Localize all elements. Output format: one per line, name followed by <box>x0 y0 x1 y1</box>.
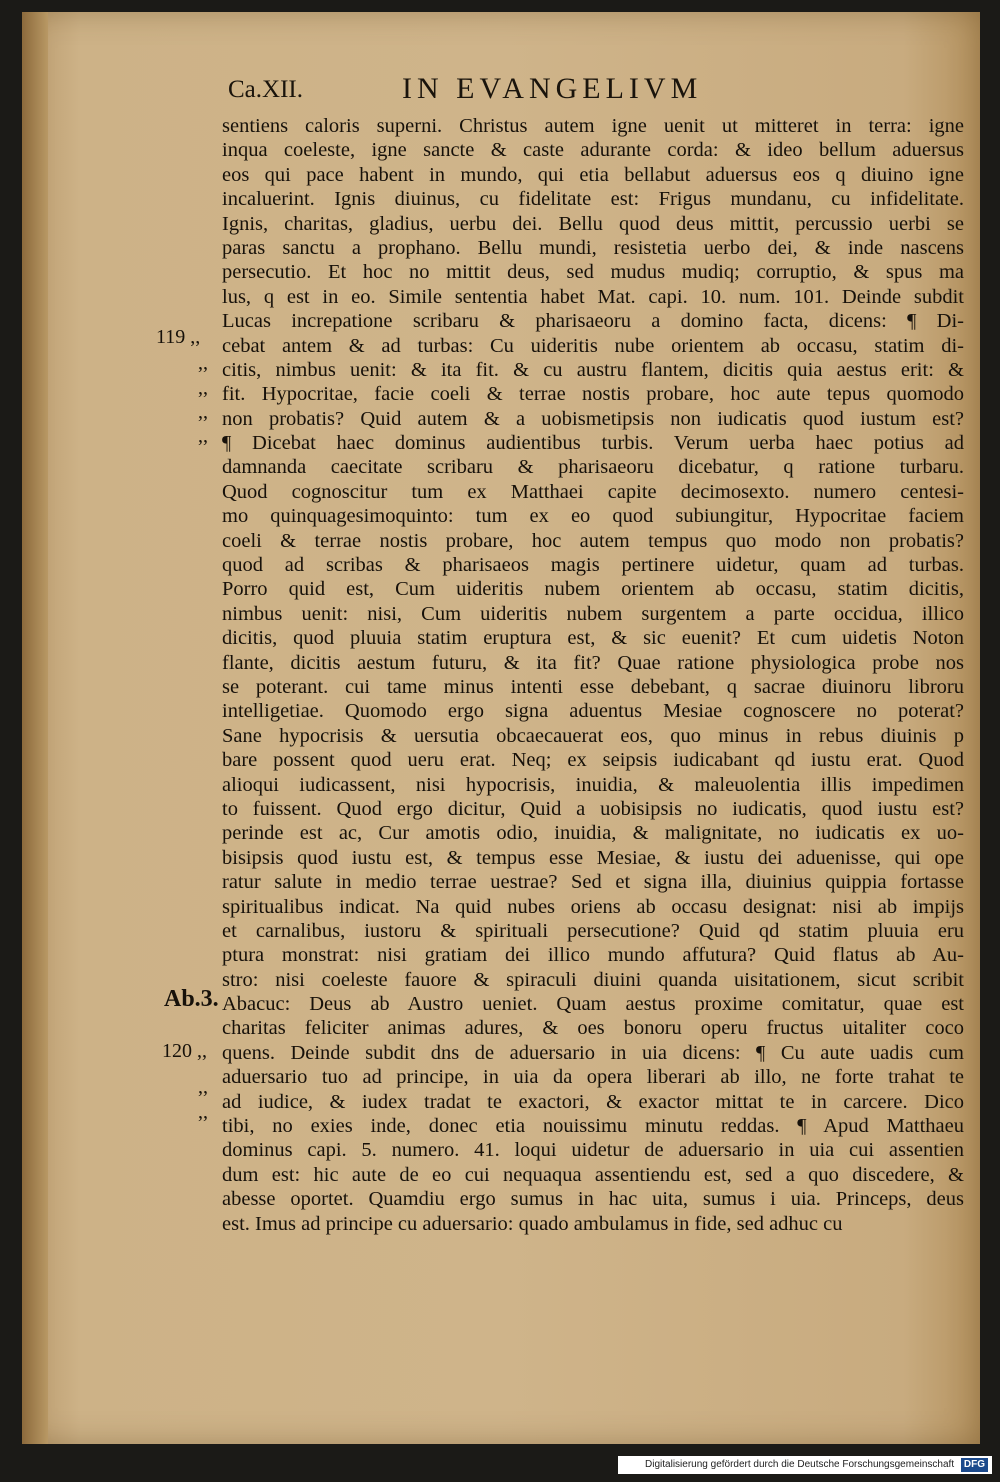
text-line: Quod cognoscitur tum ex Matthaei capite decimosexto. numero centesi- <box>222 480 964 503</box>
text-line: spiritualibus indicat. Na quid nubes oriens ab occasu designat: nisi ab impijs <box>222 895 964 918</box>
text-line: aduersario tuo ad principe, in uia da opera liberari ab illo, ne forte trahat te <box>222 1066 964 1089</box>
text-line: ptura monstrat: nisi gratiam dei illico mundo affutura? Quid flatus ab Au- <box>222 944 964 967</box>
page-body-text <box>222 114 964 1236</box>
text-line: damnanda caecitate scribaru & pharisaeoru dicebatur, q ratione turbaru. <box>222 456 964 479</box>
chapter-label: Ca.XII. <box>228 76 303 103</box>
text-line: paras sanctu a prophano. Bellu mundi, resistetia uerbo dei, & inde nascens <box>222 236 964 259</box>
credit-text: Digitalisierung gefördert durch die Deutsche Forschungsgemeinschaft <box>645 1459 955 1470</box>
text-line: dicitis, quod pluuia statim eruptura est, & sic euenit? Et cum uidetis Noton <box>222 627 964 650</box>
text-line: intelligetiae. Quomodo ergo signa aduentus Mesiae cognoscere no poterat? <box>222 700 964 723</box>
digitization-credit <box>618 1456 992 1474</box>
text-line: coeli & terrae nostis probare, hoc autem tempus quo modo non probatis? <box>222 529 964 552</box>
text-line: to fuissent. Quod ergo dicitur, Quid a uobisipsis no iudicatis, quod iustu est? <box>222 797 964 820</box>
margin-note-number: 120 ,, <box>162 1040 207 1062</box>
text-line: Ignis, charitas, gladius, uerbu dei. Bellu quod deus mittit, percussio uerbi se <box>222 212 964 235</box>
margin-quote-mark: ,, <box>198 352 208 374</box>
text-line: quod ad scribas & pharisaeos magis pertinere uidetur, quam ad turbas. <box>222 554 964 577</box>
text-line: quens. Deinde subdit dns de aduersario in uia dicens: ¶ Cu aute uadis cum <box>222 1041 964 1064</box>
text-line: perinde est ac, Cur amotis odio, inuidia, & malignitate, no iudicatis ex uo- <box>222 822 964 845</box>
text-line: se poterant. cui tame minus intenti esse debebant, q sacrae diuinoru libroru <box>222 675 964 698</box>
margin-note-reference: Ab.3. <box>164 986 219 1012</box>
margin-note-number: 119 ,, <box>156 326 201 348</box>
text-line: Sane hypocrisis & uersutia obcaecauerat eos, quo minus in rebus diuinis p <box>222 724 964 747</box>
book-page <box>22 12 980 1444</box>
text-line: est. Imus ad principe cu aduersario: quado ambulamus in fide, sed adhuc cu <box>222 1212 843 1235</box>
running-title: IN EVANGELIVM <box>402 72 703 105</box>
margin-quote-mark: ,, <box>198 401 208 423</box>
text-line: eos qui pace habent in mundo, qui etia bellabut aduersus eos q diuino igne <box>222 163 964 186</box>
text-line: bisipsis quod iustu est, & tempus esse Mesiae, & iustu dei aduenisse, qui ope <box>222 846 964 869</box>
margin-quote-mark: ,, <box>198 1101 208 1123</box>
text-line: Porro quid est, Cum uideritis nubem orientem ab occasu, statim dicitis, <box>222 578 964 601</box>
text-line: lus, q est in eo. Simile sententia habet Mat. capi. 10. num. 101. Deinde subdit <box>222 285 964 308</box>
text-line: citis, nimbus uenit: & ita fit. & cu austru flantem, dicitis quia aestus erit: & <box>222 358 964 381</box>
text-line: persecutio. Et hoc no mittit deus, sed mudus mudiq; corruptio, & spus ma <box>222 261 964 284</box>
text-line: abesse oportet. Quamdiu ergo sumus in hac uita, sumus i uia. Princeps, deus <box>222 1188 964 1211</box>
text-line: stro: nisi coeleste fauore & spiraculi diuini quanda uisitationem, sicut scribit <box>222 968 964 991</box>
text-line: bare possent quod ueru erat. Neq; ex seipsis iudicabant qd iustu erat. Quod <box>222 749 964 772</box>
margin-quote-mark: ,, <box>198 377 208 399</box>
text-line: sentiens caloris superni. Christus autem igne uenit ut mitteret in terra: igne <box>222 115 964 137</box>
dfg-logo: DFG <box>961 1458 988 1472</box>
text-line: Lucas increpatione scribaru & pharisaeoru a domino facta, dicens: ¶ Di- <box>222 310 964 333</box>
book-spine <box>22 12 48 1444</box>
text-line: ¶ Dicebat haec dominus audientibus turbis. Verum uerba haec potius ad <box>222 432 964 455</box>
text-line: cebat antem & ad turbas: Cu uideritis nube orientem ab occasu, statim di- <box>222 334 964 357</box>
text-line: et carnalibus, iustoru & spirituali persecutione? Quid qd statim pluuia eru <box>222 919 964 942</box>
text-line: fit. Hypocritae, facie coeli & terrae nostis probare, hoc aute tepus quomodo <box>222 383 964 406</box>
text-line: charitas feliciter animas adures, & oes bonoru operu fructus uitaliter coco <box>222 1017 964 1040</box>
text-line: non probatis? Quid autem & a uobismetipsis non iudicatis quod iustum est? <box>222 407 964 430</box>
text-line: nimbus uenit: nisi, Cum uideritis nubem surgentem a parte occidua, illico <box>222 602 964 625</box>
text-line: inqua coeleste, igne sancte & caste adurante corda: & ideo bellum aduersus <box>222 139 964 162</box>
margin-quote-mark: ,, <box>198 425 208 447</box>
text-line: tibi, no exies inde, donec etia nouissimu minutu reddas. ¶ Apud Matthaeu <box>222 1115 964 1138</box>
text-line: ad iudice, & iudex tradat te exactori, & exactor mittat te in carcere. Dico <box>222 1090 964 1113</box>
text-line: mo quinquagesimoquinto: tum ex eo quod subiungitur, Hypocritae faciem <box>222 505 964 528</box>
text-line: dum est: hic aute de eo cui nequaqua assentiendu est, sed a quo discedere, & <box>222 1163 964 1186</box>
text-line: flante, dicitis aestum futuru, & ita fit? Quae ratione physiologica probe nos <box>222 651 964 674</box>
text-line: ratur salute in medio terrae uestrae? Sed et signa illa, diuinius quippia fortasse <box>222 871 964 894</box>
margin-quote-mark: ,, <box>198 1076 208 1098</box>
text-line: incaluerint. Ignis diuinus, cu fidelitate est: Frigus mundanu, cu infidelitate. <box>222 188 964 211</box>
page-header <box>22 72 980 116</box>
text-line: Abacuc: Deus ab Austro ueniet. Quam aestus proxime comitatur, quae est <box>222 993 964 1016</box>
text-line: alioqui iudicassent, nisi hypocrisis, inuidia, & maleuolentia illis impedimen <box>222 773 964 796</box>
text-line: dominus capi. 5. numero. 41. loqui uidetur de aduersario in uia cui assentien <box>222 1139 964 1162</box>
